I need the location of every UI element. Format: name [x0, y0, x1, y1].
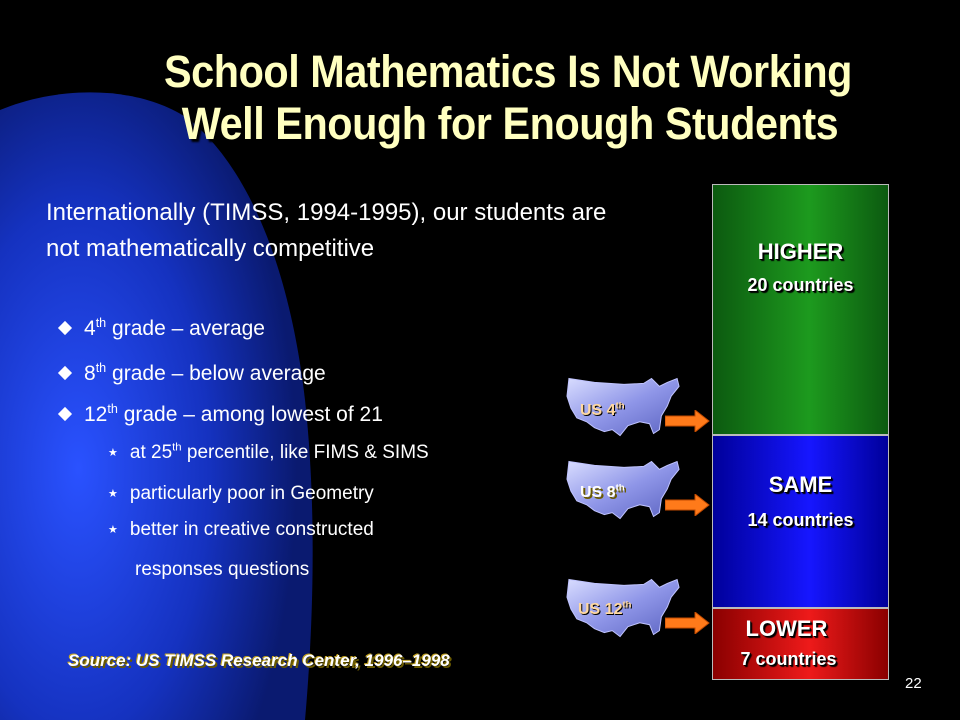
lower-bar	[712, 608, 889, 680]
arrow-right-icon	[665, 410, 711, 432]
bullet-suffix: th	[95, 361, 107, 375]
diamond-bullet-icon	[58, 407, 72, 421]
bullet-item-8th	[60, 359, 326, 389]
sub-bullet-creative	[108, 516, 374, 544]
us-12th-suffix: th	[622, 599, 632, 611]
us-4th-suffix: th	[615, 400, 625, 412]
sub-bullet-text-end: percentile, like FIMS & SIMS	[181, 442, 429, 463]
same-label: SAME	[768, 472, 833, 497]
higher-label: HIGHER	[757, 239, 844, 264]
us-8th-suffix: th	[615, 482, 625, 494]
us-8th-label	[580, 484, 625, 502]
sub-bullet-creative-continued: responses questions	[135, 559, 310, 580]
diamond-bullet-icon	[58, 321, 72, 335]
lower-label: LOWER	[745, 616, 828, 641]
us-4th-text: US 4	[580, 402, 616, 419]
bullet-text: grade – average	[106, 317, 265, 340]
us-8th-text: US 8	[580, 484, 616, 501]
bullet-ordinal: 12	[84, 403, 108, 426]
sub-bullet-text: particularly poor in Geometry	[129, 483, 374, 504]
bullet-text: grade – below average	[106, 362, 326, 385]
same-count: 14 countries	[747, 510, 854, 530]
arrow-right-icon	[665, 494, 711, 516]
bullet-text: grade – among lowest of 21	[117, 403, 383, 426]
bullet-item-12th	[60, 400, 383, 430]
sub-bullet-text: better in creative constructed	[129, 519, 374, 540]
us-12th-text: US 12	[578, 601, 623, 618]
bullet-suffix: th	[95, 316, 107, 330]
intro-text: Internationally (TIMSS, 1994-1995), our students are not mathematically competitive	[46, 199, 607, 262]
page-title-line-2: Well Enough for Enough Students	[181, 98, 839, 149]
arrow-right-icon	[665, 612, 711, 634]
page-number: 22	[905, 675, 922, 692]
bullet-item-4th	[60, 314, 265, 344]
us-4th-label	[580, 402, 625, 420]
page-title-line-1: School Mathematics Is Not Working	[164, 46, 852, 97]
bullet-suffix: th	[107, 402, 118, 416]
higher-count: 20 countries	[747, 275, 854, 295]
sub-bullet-geometry	[108, 480, 374, 508]
sub-bullet-percentile	[108, 439, 429, 467]
star-bullet-icon: ★	[108, 488, 118, 500]
star-bullet-icon: ★	[108, 524, 118, 536]
same-bar	[712, 435, 889, 608]
sub-bullet-suffix: th	[172, 441, 182, 454]
diamond-bullet-icon	[58, 366, 72, 380]
source-citation: Source: US TIMSS Research Center, 1996–1998	[68, 651, 450, 670]
star-bullet-icon: ★	[108, 447, 118, 459]
lower-count: 7 countries	[740, 649, 837, 669]
higher-bar	[712, 184, 889, 435]
sub-bullet-text: at 25	[129, 442, 173, 463]
bullet-ordinal: 8	[84, 362, 96, 385]
us-12th-label	[578, 601, 632, 619]
bullet-ordinal: 4	[84, 317, 96, 340]
